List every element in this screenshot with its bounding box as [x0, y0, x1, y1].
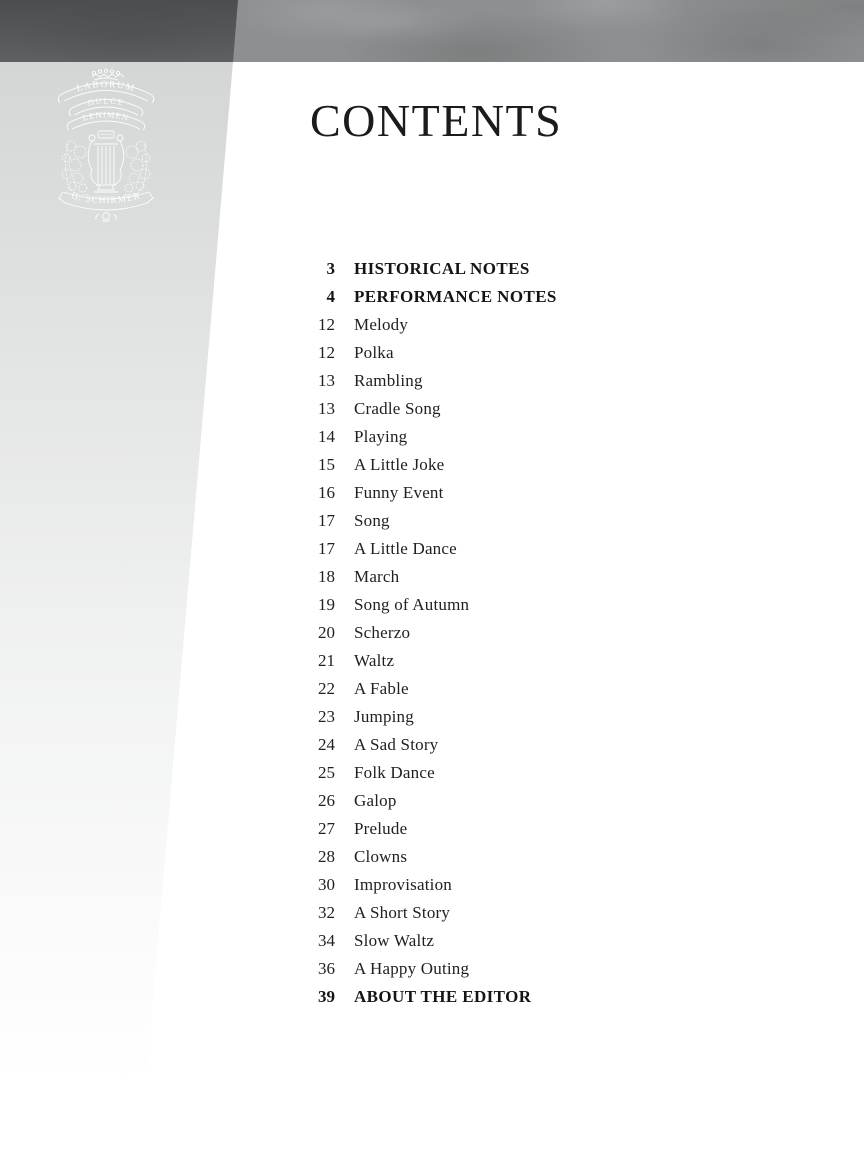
toc-row	[0, 619, 864, 647]
toc-page-number: 4	[326, 287, 335, 306]
toc-page-number: 27	[318, 819, 335, 838]
toc-row	[0, 535, 864, 563]
toc-entry-title: Prelude	[354, 819, 408, 838]
toc-entry-title: Improvisation	[354, 875, 452, 894]
toc-entry-title: Polka	[354, 343, 394, 362]
toc-entry-title: Scherzo	[354, 623, 411, 642]
crest-ribbons	[58, 83, 153, 130]
crest-floral-right	[124, 141, 150, 195]
toc-page-number: 16	[318, 483, 335, 502]
toc-entry-title: Rambling	[354, 371, 423, 390]
toc-entry-title: Folk Dance	[354, 763, 435, 782]
crest-floral-left	[62, 141, 88, 195]
toc-entry-title: ABOUT THE EDITOR	[354, 987, 532, 1006]
toc-row	[0, 451, 864, 479]
toc-entry-title: Song of Autumn	[354, 595, 470, 614]
toc-entry-title: HISTORICAL NOTES	[354, 259, 530, 278]
toc-row	[0, 675, 864, 703]
toc-page-number: 19	[318, 595, 335, 614]
toc-row	[0, 479, 864, 507]
toc-row	[0, 843, 864, 871]
toc-entry-title: Playing	[354, 427, 408, 446]
toc-page-number: 13	[318, 371, 335, 390]
toc-page-number: 13	[318, 399, 335, 418]
toc-page-number: 22	[318, 679, 335, 698]
toc-row	[0, 731, 864, 759]
page-title: CONTENTS	[310, 95, 563, 146]
toc-row	[0, 759, 864, 787]
toc-row	[0, 423, 864, 451]
crest-motto-middle-text: DULCE	[86, 95, 126, 108]
toc-page-number: 12	[318, 315, 335, 334]
toc-page-number: 12	[318, 343, 335, 362]
toc-page-number: 25	[318, 763, 335, 782]
toc-entry-title: A Fable	[354, 679, 409, 698]
toc-row	[0, 647, 864, 675]
toc-entry-title: A Little Dance	[354, 539, 457, 558]
toc-row	[0, 311, 864, 339]
toc-row	[0, 563, 864, 591]
toc-entry-title: Clowns	[354, 847, 408, 866]
toc-page-number: 21	[318, 651, 335, 670]
toc-page-number: 15	[318, 455, 335, 474]
toc-page-number: 24	[318, 735, 335, 754]
toc-row	[0, 255, 864, 283]
toc-entry-title: Jumping	[354, 707, 414, 726]
toc-page-number: 23	[318, 707, 335, 726]
crest-motto-bottom-text: LENIMEN	[81, 109, 131, 123]
toc-row	[0, 367, 864, 395]
toc-row	[0, 927, 864, 955]
toc-page-number: 17	[318, 511, 335, 530]
toc-entry-title: March	[354, 567, 400, 586]
crest-cartouche	[98, 131, 114, 138]
toc-page-number: 26	[318, 791, 335, 810]
toc-page-number: 20	[318, 623, 335, 642]
toc-entry-title: A Short Story	[354, 903, 451, 922]
toc-entry-title: A Little Joke	[354, 455, 445, 474]
toc-row	[0, 983, 864, 1011]
toc-row	[0, 815, 864, 843]
toc-row	[0, 507, 864, 535]
toc-page-number: 17	[318, 539, 335, 558]
crest-motto-top-text: LABORUM	[75, 79, 137, 95]
smoky-header-band-dark-corner	[0, 0, 240, 62]
toc-list	[0, 255, 864, 1011]
schirmer-crest-logo	[54, 68, 158, 224]
toc-entry-title: PERFORMANCE NOTES	[354, 287, 557, 306]
toc-entry-title: Waltz	[354, 651, 395, 670]
toc-page-number: 30	[318, 875, 335, 894]
toc-entry-title: A Happy Outing	[354, 959, 470, 978]
toc-page-number: 28	[318, 847, 335, 866]
toc-entry-title: Slow Waltz	[354, 931, 435, 950]
crest-publisher-text: G. SCHIRMER	[70, 191, 142, 207]
toc-row	[0, 591, 864, 619]
toc-page-number: 34	[318, 931, 335, 950]
toc-page-number: 39	[318, 987, 335, 1006]
toc-page-number: 32	[318, 903, 335, 922]
toc-row	[0, 871, 864, 899]
toc-row	[0, 339, 864, 367]
toc-row	[0, 283, 864, 311]
toc-row	[0, 955, 864, 983]
toc-entry-title: A Sad Story	[354, 735, 439, 754]
toc-entry-title: Funny Event	[354, 483, 444, 502]
toc-entry-title: Song	[354, 511, 390, 530]
toc-page-number: 18	[318, 567, 335, 586]
toc-row	[0, 787, 864, 815]
crest-crown	[92, 69, 124, 80]
toc-row	[0, 899, 864, 927]
crest-bottom-ornament	[96, 213, 116, 222]
toc-page-number: 14	[318, 427, 335, 446]
toc-row	[0, 703, 864, 731]
toc-row	[0, 395, 864, 423]
toc-entry-title: Cradle Song	[354, 399, 441, 418]
crest-lyre	[88, 135, 124, 192]
toc-entry-title: Galop	[354, 791, 397, 810]
toc-page-number: 3	[326, 259, 335, 278]
toc-page-number: 36	[318, 959, 335, 978]
toc-entry-title: Melody	[354, 315, 409, 334]
